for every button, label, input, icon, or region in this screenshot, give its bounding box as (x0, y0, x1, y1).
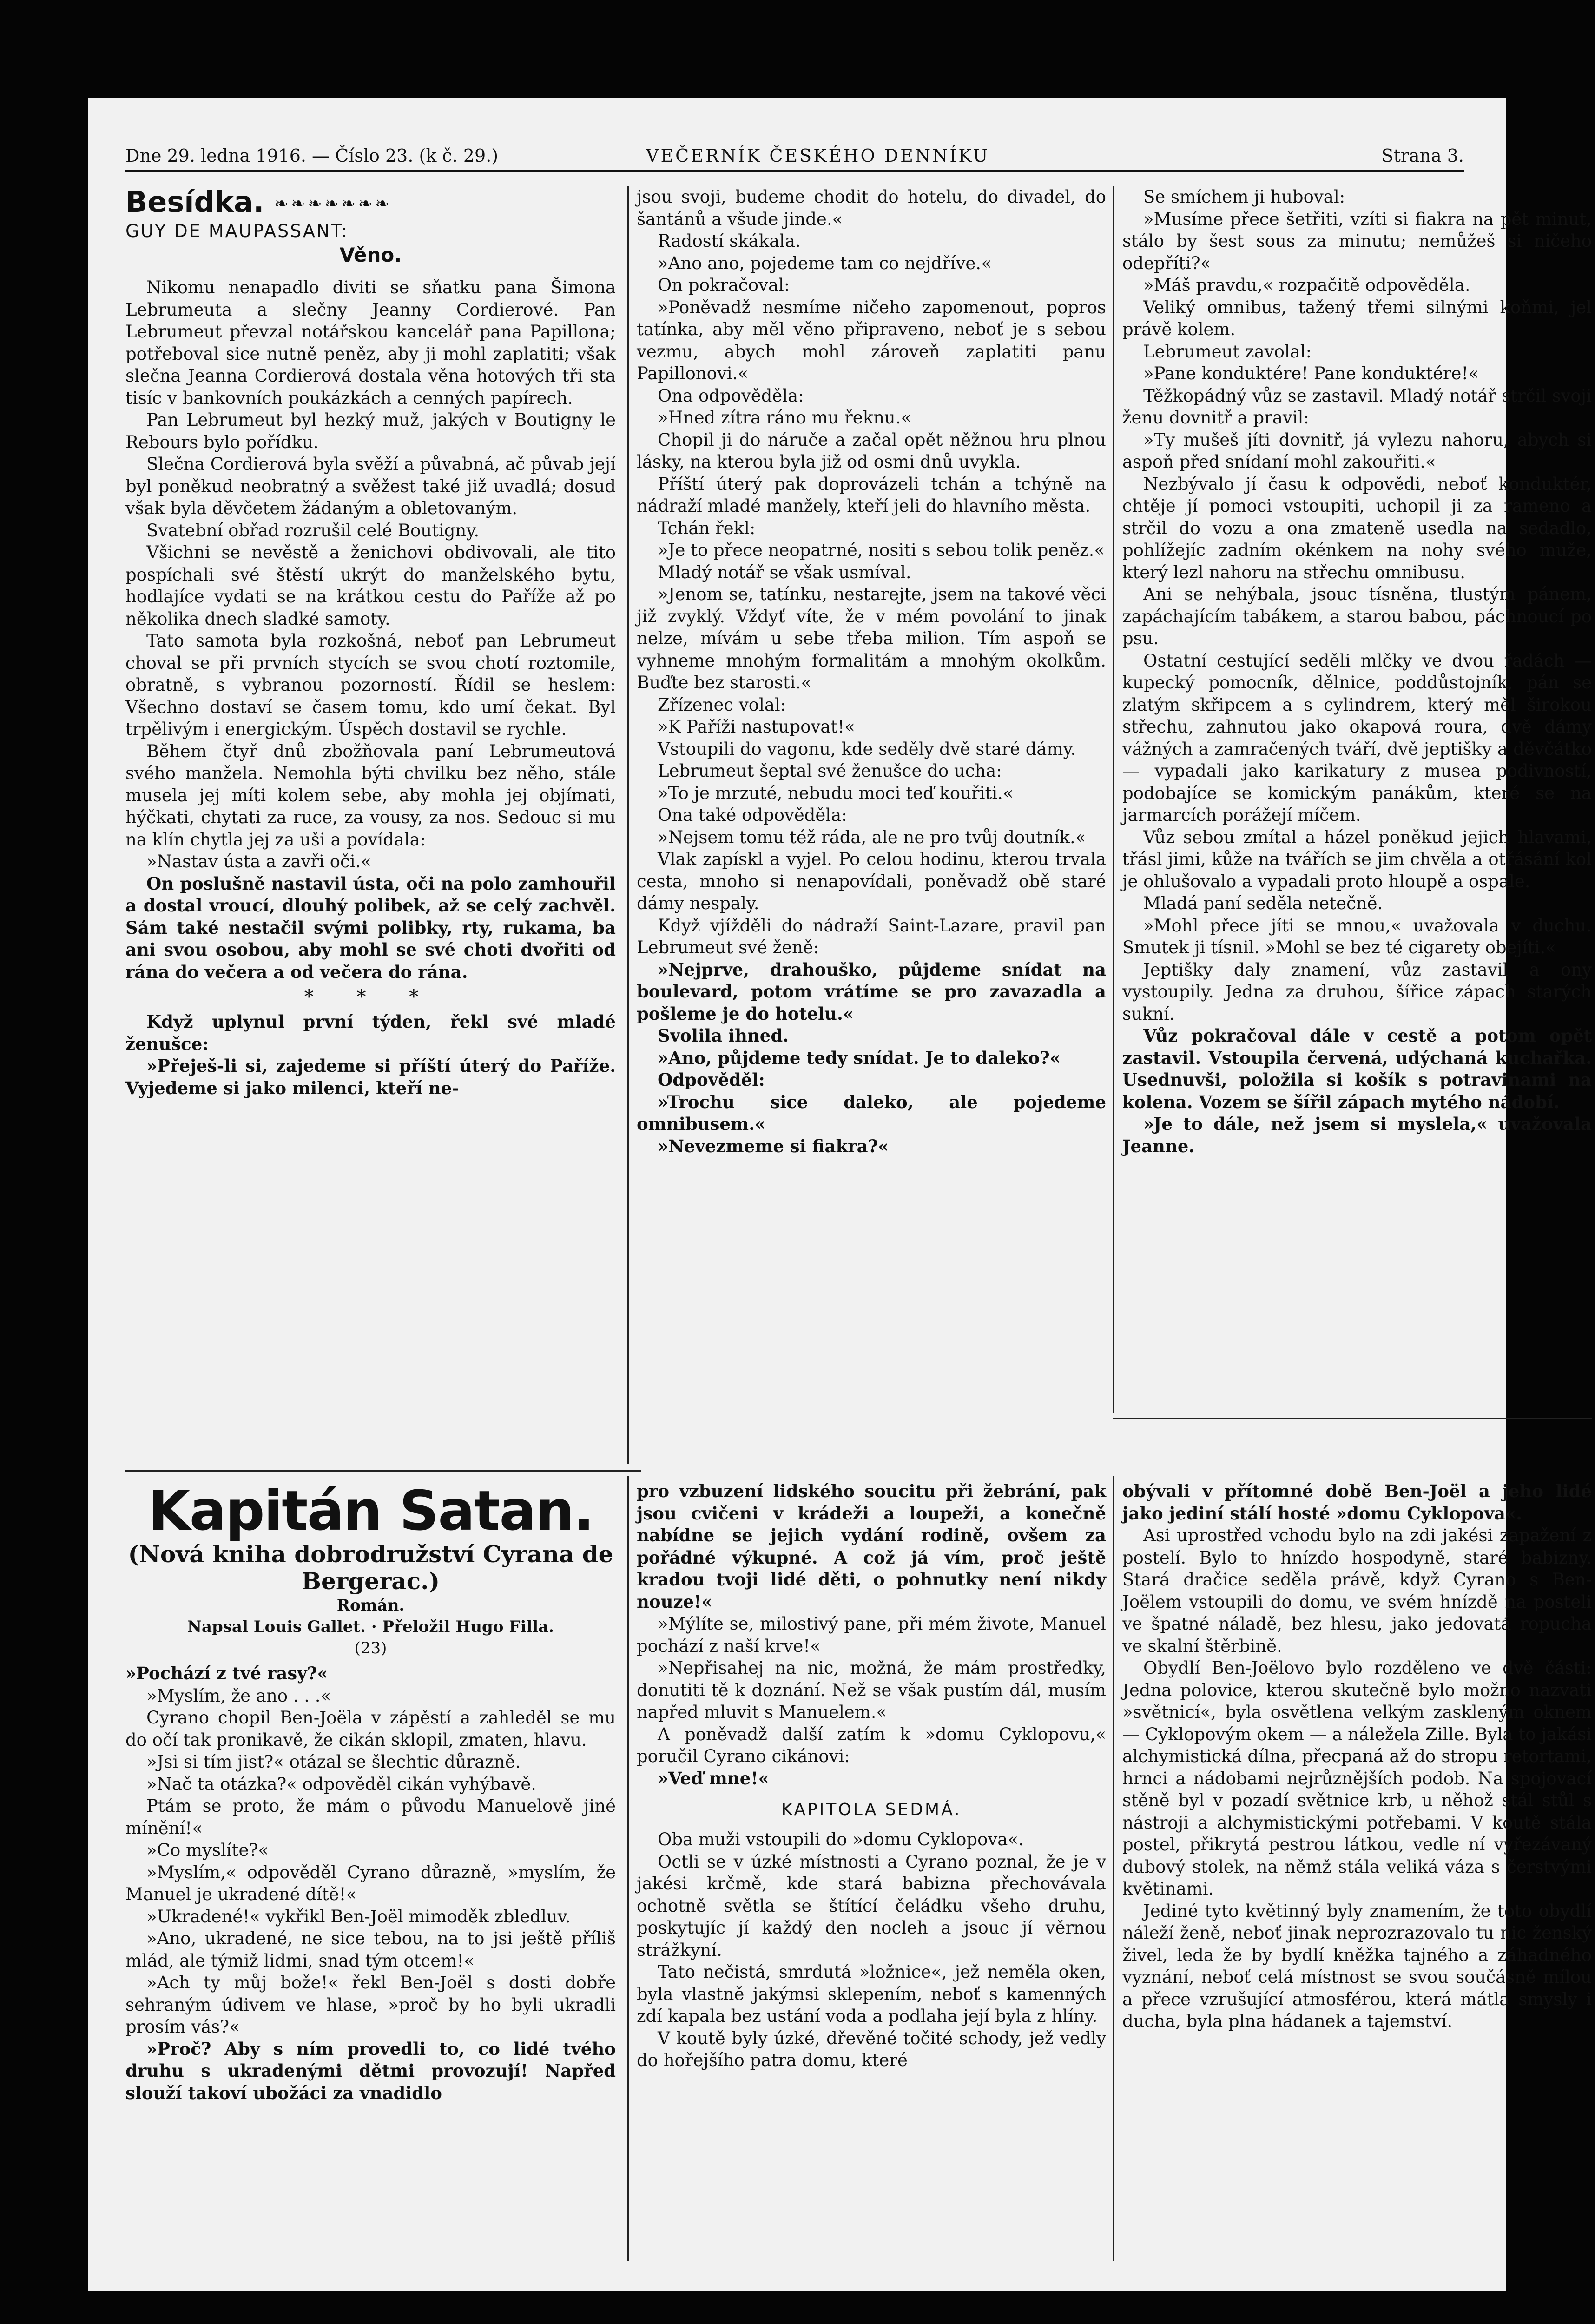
paragraph: »Mýlíte se, milostivý pane, při mém živote, Manuel pochází z naší krve!« (637, 1614, 1106, 1656)
paragraph: »Pane konduktére! Pane konduktére!« (1143, 363, 1479, 383)
paragraph: »To je mrzuté, nebudu moci teď kouřiti.« (658, 783, 1014, 803)
besidka-column-2 (637, 186, 1106, 1469)
paragraph: Lebrumeut šeptal své ženušce do ucha: (658, 761, 1002, 781)
paragraph: »Mohl přece jíti se mnou,« uvažovala v duchu. Smutek ji tísnil. »Mohl se bez té cigarety obejíti.« (1122, 915, 1592, 957)
section-divider (1113, 1418, 1592, 1419)
paragraph: »Nejprve, drahouško, půjdeme snídat na boulevard, potom vrátíme se pro zavazadla a pošleme je do hotelu.« (637, 959, 1106, 1024)
column-divider (627, 186, 629, 1464)
story-author: GUY DE MAUPASSANT: (125, 220, 349, 241)
paragraph: »Ano, ukradené, ne sice tebou, na to jsi ještě příliš mlád, ale týmiž lidmi, snad tým otcem!« (125, 1928, 616, 1971)
column-divider (1113, 1476, 1114, 2261)
paragraph: »Jsi si tím jist?« otázal se šlechtic důrazně. (146, 1752, 521, 1772)
paragraph: Když uplynul první týden, řekl své mladé ženušce: (125, 1011, 616, 1054)
paragraph: »Ach ty můj bože!« řekl Ben-Joël s dosti dobře sehraným údivem ve hlase, »proč by ho byli ukradli prosím vás?« (125, 1973, 616, 2037)
paragraph: Jediné tyto květinný byly znamením, že toto obydlí náleží ženě, neboť jinak neprozrazovalo tu nic ženský živel, leda že by bydlí kněžka tajného a záhadného vyznání, neboť celá místnost se svou součásně mílou a přece vzrušující atmosférou, která mátla smysly i ducha, byla plna hádanek a tajemství. (1122, 1901, 1592, 2031)
paragraph: »Máš pravdu,« rozpačitě odpověděla. (1143, 275, 1470, 295)
issue-date: Dne 29. ledna 1916. — Číslo 23. (k č. 29.) (125, 145, 499, 166)
paragraph: Slečna Cordierová byla svěží a půvabná, ač půvab její byl poněkud neobratný a svěžest také již uvadlá; dosud však byla děvčetem žádaným a obletovaným. (125, 454, 616, 519)
paragraph: Veliký omnibus, tažený třemi silnými koňmi, jel právě kolem. (1122, 297, 1592, 339)
paragraph: Svatební obřad rozrušil celé Boutigny. (146, 520, 480, 541)
paragraph: »Proč? Aby s ním provedli to, co lidé tvého druhu s ukradenými dětmi provozují! Napřed slouží takoví ubožáci za vnadidlo (125, 2038, 616, 2103)
paragraph: On poslušně nastavil ústa, oči na polo zamhouřil a dostal vroucí, dlouhý polibek, až se celý zachvěl. Sám také nestačil svými polibky, rty, rukama, ba ani svou osobou, aby mohl se své choti dvořiti od rána do večera a od večera do rána. (125, 873, 616, 982)
paragraph: Tchán řekl: (658, 518, 756, 538)
serial-genre: Román. (336, 1596, 405, 1615)
paragraph: Ptám se proto, že mám o původu Manuelově jiné mínění!« (125, 1796, 616, 1838)
paragraph: »Hned zítra ráno mu řeknu.« (658, 408, 912, 428)
paragraph: Obydlí Ben-Joëlovo bylo rozděleno ve dvě části: Jedna polovice, kterou skutečně bylo možno nazvati »světnicí«, byla osvětlena velkým zaskleným oknem — Cyklopovým okem — a náležela Zille. Byla to jakási alchymistická dílna, přecpaná až do stropu retortami, hrnci a nádobami nejrůznějších podob. Na spojovací stěně byl v pozadí světnice krb, u něhož stál stůl s nástroji a alchymistickými potřebami. V koutě stála postel, přikrytá pestrou látkou, vedle ní vyřezávaný dubový stolek, na němž stála veliká váza s čerstvými květinami. (1122, 1658, 1592, 1899)
paragraph: Oba muži vstoupili do »domu Cyklopova«. (658, 1829, 1024, 1849)
paragraph: »Nač ta otázka?« odpověděl cikán vyhýbavě. (146, 1774, 537, 1794)
paragraph: Příští úterý pak doprovázeli tchán a tchýně na nádraží mladé manžely, kteří jeli do hlavního města. (637, 474, 1106, 516)
paragraph: Mladý notář se však usmíval. (658, 562, 911, 582)
paragraph: A poněvadž další zatím k »domu Cyklopovu,« poručil Cyrano cikánovi: (637, 1724, 1106, 1766)
besidka-column-1 (125, 186, 616, 1464)
paragraph: Vstoupili do vagonu, kde seděly dvě staré dámy. (658, 739, 1076, 759)
paragraph: Chopil ji do náruče a začal opět něžnou hru plnou lásky, na kterou byla již od osmi dnů uvykla. (637, 429, 1106, 472)
paragraph: »Myslím, že ano . . .« (146, 1685, 331, 1706)
paragraph: Odpověděl: (658, 1070, 765, 1090)
paragraph: V koutě byly úzké, dřevěné točité schody, jež vedly do hořejšího patra domu, které (637, 2028, 1106, 2070)
installment-number: (23) (354, 1639, 387, 1657)
paragraph: Ani se nehýbala, jsouc tísněna, tlustým pánem, zapáchajícím tabákem, a starou babou, páchnoucí po psu. (1122, 584, 1592, 648)
section-break: * * * (304, 986, 437, 1008)
paragraph: »Nastav ústa a zavři oči.« (146, 852, 371, 872)
newspaper-name: VEČERNÍK ČESKÉHO DENNÍKU (646, 145, 990, 166)
paragraph: Vůz pokračoval dále v cestě a potom opět zastavil. Vstoupila červená, udýchaná kuchařka. Usednuvši, položila si košík s potravinami na kolena. Vozem se šířil zápach mytého nádobí. (1122, 1025, 1592, 1112)
paragraph: Během čtyř dnů zbožňovala paní Lebrumeutová svého manžela. Nemohla býti chvilku bez něho, stále musela jej míti kolem sebe, aby mohla jej objímati, hýčkati, chytati za ruce, za vousy, za nos. Sedouc si mu na klín chytla jej za uši a povídala: (125, 741, 616, 850)
ornament-decoration: ❧❧❧❧❧❧❧ (274, 194, 392, 213)
paragraph: »Ano ano, pojedeme tam co nejdříve.« (658, 253, 992, 273)
paragraph: »Trochu sice daleko, ale pojedeme omnibusem.« (637, 1091, 1106, 1134)
paragraph: Ona také odpověděla: (658, 805, 847, 825)
section-divider (125, 1470, 641, 1472)
paragraph: Mladá paní seděla netečně. (1143, 893, 1383, 913)
paragraph: »Myslím,« odpověděl Cyrano důrazně, »myslím, že Manuel je ukradené dítě!« (125, 1862, 616, 1904)
paragraph: »Jenom se, tatínku, nestarejte, jsem na takové věci již zvyklý. Vždyť víte, že v mém povolání to jinak nelze, mívám u sebe třeba milion. Tím aspoň se vyhneme mnohým formalitám a mnohým okolkům. Buďte bez starosti.« (637, 584, 1106, 693)
page-header (125, 142, 1464, 172)
paragraph: pro vzbuzení lidského soucitu při žebrání, pak jsou cvičeni v krádeži a loupeži, a konečně nabídne se jejich vydání rodině, ovšem za pořádné výkupné. A což já vím, proč ještě kradou tvoji lidé děti, o pohnutky není nikdy nouze!« (637, 1481, 1106, 1612)
paragraph: Tato nečistá, smrdutá »ložnice«, jež neměla oken, byla vlastně jakýmsi sklepením, neboť s kamenných zdí kapala bez ustání voda a podlaha její byla z hlíny. (637, 1962, 1106, 2026)
paragraph: »K Paříži nastupovat!« (658, 717, 855, 737)
paragraph: Zřízenec volal: (658, 694, 786, 715)
paragraph: Těžkopádný vůz se zastavil. Mladý notář strčil svoji ženu dovnitř a pravil: (1122, 385, 1592, 428)
paragraph: Svolila ihned. (658, 1025, 789, 1046)
paragraph: Tato samota byla rozkošná, neboť pan Lebrumeut choval se při prvních stycích se svou chotí roztomile, obratně, s vybranou pozorností. Řídil se heslem: Všechno dostaví se časem tomu, kdo umí čekat. Byl trpělivým i energickým. Úspěch dostavil se rychle. (125, 631, 616, 739)
paragraph: On pokračoval: (658, 275, 790, 295)
column-divider (627, 1476, 629, 2261)
paragraph: Se smíchem ji huboval: (1143, 187, 1345, 207)
paragraph: Ostatní cestující seděli mlčky ve dvou řadách — kupecký pomocník, dělnice, poddůstojník, pán se zlatým skřipcem a s cylindrem, který měl širokou střechu, zahnutou jako okapová roura, dvě dámy vážných a zamračených tváří, dvě jeptišky a děvčátko — vypadali jako karikatury z musea podivností, podobajíce se komickým panákům, které se na jarmarcích porážejí míčem. (1122, 650, 1592, 825)
serial-subtitle: (Nová kniha dobrodružství Cyrana de Bergerac.) (128, 1540, 613, 1595)
paragraph: »Je to dále, než jsem si myslela,« uvažovala Jeanne. (1122, 1114, 1592, 1156)
paragraph: »Přeješ-li si, zajedeme si příští úterý do Paříže. Vyjedeme si jako milenci, kteří ne- (125, 1056, 616, 1098)
paragraph: »Je to přece neopatrné, nositi s sebou tolik peněz.« (658, 540, 1105, 560)
paragraph: Vůz sebou zmítal a házel poněkud jejich hlavami, třásl jimi, kůže na tvářích se jim chvěla a otřásání kol je ohlušovalo a vypadali proto hloupě a ospale. (1122, 827, 1592, 891)
serial-column-1 (125, 1480, 616, 2266)
paragraph: jsou svoji, budeme chodit do hotelu, do divadel, do šantánů a všude jinde.« (637, 187, 1106, 229)
paragraph: »Nevezmeme si fiakra?« (658, 1136, 889, 1156)
paragraph: »Ano, půjdeme tedy snídat. Je to daleko?« (658, 1047, 1061, 1068)
paragraph: Lebrumeut zavolal: (1143, 341, 1312, 362)
newspaper-page (88, 98, 1592, 2291)
paragraph: Pan Lebrumeut byl hezký muž, jakých v Boutigny le Rebours bylo pořídku. (125, 410, 616, 452)
serial-column-3 (1122, 1480, 1592, 2266)
paragraph: »Veď mne!« (658, 1768, 769, 1789)
page-number: Strana 3. (1381, 145, 1464, 166)
paragraph: Vlak zapískl a vyjel. Po celou hodinu, kterou trvala cesta, mnoho si nenapovídali, poněvadž obě staré dámy nespaly. (637, 849, 1106, 913)
paragraph: »Poněvadž nesmíme ničeho zapomenout, popros tatínka, aby měl věno připraveno, neboť je s sebou vezmu, abych mohl zároveň zaplatiti panu Papillonovi.« (637, 297, 1106, 383)
paragraph: »Nepřisahej na nic, možná, že mám prostředky, donutiti tě k doznání. Než se však pustím dál, musím napřed mluvit s Manuelem.« (637, 1658, 1106, 1722)
paragraph: »Ty mušeš jíti dovnitř, já vylezu nahoru, abych si aspoň před snídaní mohl zakouřiti.« (1122, 429, 1592, 472)
paragraph: Když vjížděli do nádraží Saint-Lazare, pravil pan Lebrumeut své ženě: (637, 915, 1106, 957)
paragraph: Ona odpověděla: (658, 385, 804, 406)
chapter-heading: KAPITOLA SEDMÁ. (781, 1800, 962, 1819)
paragraph: Všichni se nevěstě a ženichovi obdivovali, ale tito pospíchali své štěstí ukrýt do manželského bytu, hodlajíce vydati se na krátkou cestu do Paříže až po několika dnech sladké samoty. (125, 542, 616, 629)
story-title: Věno. (339, 244, 402, 267)
paragraph: Radostí skákala. (658, 231, 801, 251)
paragraph: Cyrano chopil Ben-Joëla v zápěstí a zahleděl se mu do očí tak pronikavě, že cikán sklopil, zmaten, hlavu. (125, 1708, 616, 1750)
serial-credit: Napsal Louis Gallet. · Přeložil Hugo Filla. (187, 1618, 554, 1636)
paragraph: Jeptišky daly znamení, vůz zastavil a ony vystoupily. Jedna za druhou, šířice zápach starých sukní. (1122, 959, 1592, 1024)
paragraph: Octli se v úzké místnosti a Cyrano poznal, že je v jakési krčmě, kde stará babizna přechovávala ochotně světla se štítící čeládku všeho druhu, poskytujíc jí každý den nocleh a jsouc jí věrnou strážkyní. (637, 1851, 1106, 1960)
paragraph: obývali v přítomné době Ben-Joël a jeho lidé jako jediní stálí hosté »domu Cyklopova«. (1122, 1481, 1592, 1524)
besidka-column-3 (1122, 186, 1592, 1413)
serial-title: Kapitán Satan. (148, 1479, 593, 1543)
paragraph: »Co myslíte?« (146, 1840, 269, 1860)
paragraph: Nikomu nenapadlo diviti se sňatku pana Šimona Lebrumeuta a slečny Jeanny Cordierové. Pan Lebrumeut převzal notářskou kancelář pana Papillona; potřeboval sice nutně peněz, aby ji mohl zaplatiti; však slečna Jeanna Cordierová dostala věna hotových tři sta tisíc v bankovních poukázkách a cenných papírech. (125, 277, 616, 408)
paragraph: Nezbývalo jí času k odpovědi, neboť konduktér, chtěje jí pomoci vstoupiti, uchopil ji za rameno a strčil do vozu a ona zmateně usedla na sedadlo, pohlížejíc zadním okénkem na nohy svého muže, který lezl nahoru na střechu omnibusu. (1122, 474, 1592, 582)
rubric-heading: Besídka. ❧❧❧❧❧❧❧ (125, 185, 392, 219)
paragraph: »Musíme přece šetřiti, vzíti si fiakra na pět minut, stálo by šest sous za minutu; nemůžeš si ničeho odepříti?« (1122, 209, 1592, 273)
paragraph: »Ukradené!« vykřikl Ben-Joël mimoděk zbledluv. (146, 1906, 571, 1927)
paragraph: »Pochází z tvé rasy?« (125, 1663, 328, 1684)
column-divider (1113, 186, 1114, 1413)
paragraph: Asi uprostřed vchodu bylo na zdi jakési zapažení z postelí. Bylo to hnízdo hospodyně, staré babizny. Stará dračice seděla právě, když Cyrano s Ben-Joëlem vstoupili do domu, ve svém hnízdě na posteli ve špatné náladě, bez hlesu, jako jedovatá ropucha ve skalní štěrbině. (1122, 1525, 1592, 1656)
serial-column-2 (637, 1480, 1106, 2266)
paragraph: »Nejsem tomu též ráda, ale ne pro tvůj doutník.« (658, 827, 1086, 847)
